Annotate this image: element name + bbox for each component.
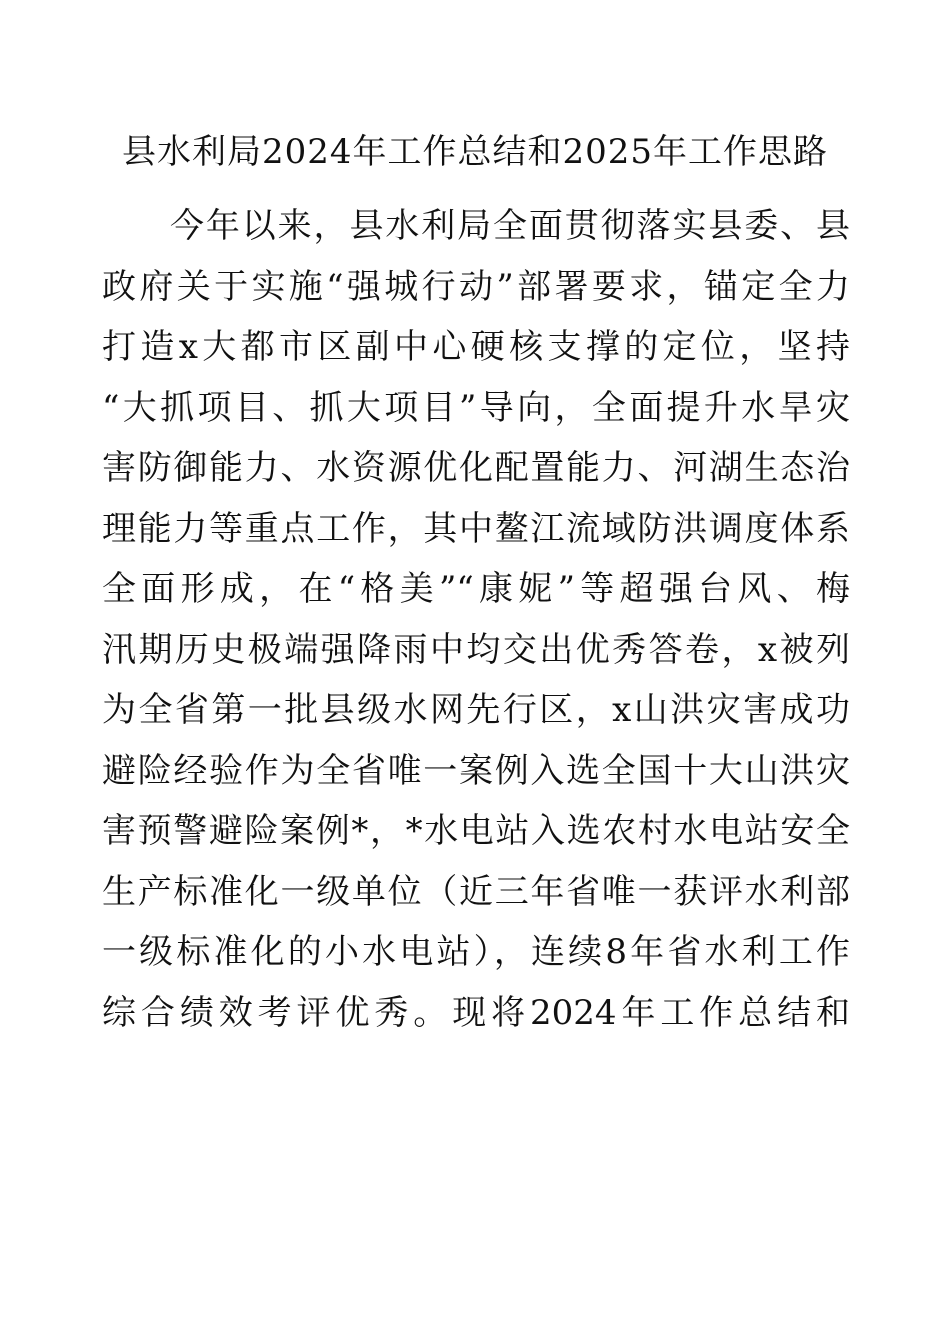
body-line: 政府关于实施“强城行动”部署要求，锚定全力	[102, 266, 850, 307]
body-line: 害防御能力、水资源优化配置能力、河湖生态治	[102, 448, 850, 488]
document-body	[102, 196, 850, 1043]
body-line: 全面形成，在“格美”“康妮”等超强台风、梅	[102, 569, 850, 609]
body-line: 避险经验作为全省唯一案例入选全国十大山洪灾	[102, 750, 850, 791]
body-line: 理能力等重点工作，其中鳌江流域防洪调度体系	[102, 508, 850, 549]
body-line: 生产标准化一级单位（近三年省唯一获评水利部	[102, 871, 850, 912]
body-line: 汛期历史极端强降雨中均交出优秀答卷，x被列	[102, 629, 850, 670]
body-line: 害预警避险案例*，*水电站入选农村水电站安全	[102, 811, 850, 851]
body-line: 今年以来，县水利局全面贯彻落实县委、县	[170, 206, 850, 246]
body-line: 一级标准化的小水电站），连续8年省水利工作	[102, 932, 850, 972]
document-title: 县水利局2024年工作总结和2025年工作思路	[121, 132, 829, 172]
body-line: “大抓项目、抓大项目”导向，全面提升水旱灾	[102, 387, 850, 428]
body-line: 综合绩效考评优秀。现将2024年工作总结和	[102, 992, 850, 1033]
body-line: 打造x大都市区副中心硬核支撑的定位，坚持	[102, 327, 850, 367]
body-line: 为全省第一批县级水网先行区，x山洪灾害成功	[102, 690, 850, 730]
